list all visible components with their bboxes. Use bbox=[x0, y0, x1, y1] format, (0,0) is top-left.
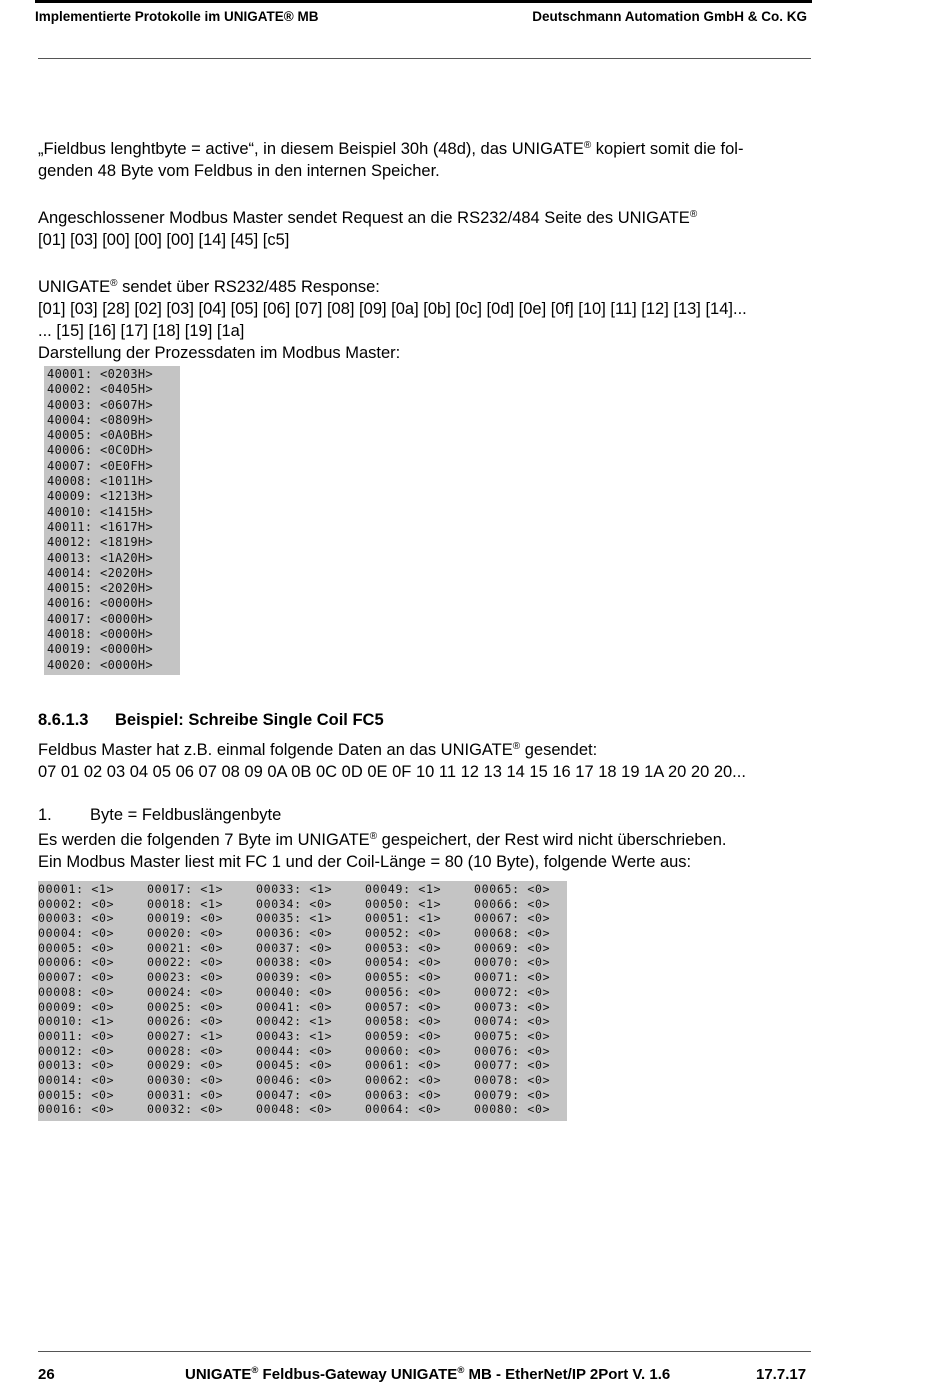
coil-cell: 00018: <1> bbox=[147, 896, 224, 911]
response-bytes-1: [01] [03] [28] [02] [03] [04] [05] [06] [07] [08] [09] [0a] [0b] [0c] [0d] [0e] [0f] [10] [11] [12] [13] [14]... bbox=[38, 300, 747, 318]
coil-cell: 00005: <0> bbox=[38, 940, 115, 955]
coil-cell: 00007: <0> bbox=[38, 970, 115, 985]
process-data-caption: Darstellung der Prozessdaten im Modbus Master: bbox=[38, 344, 401, 362]
coil-cell: 00049: <1> bbox=[365, 882, 442, 896]
register-line: 40019: <0000H> bbox=[47, 642, 154, 657]
coil-row bbox=[38, 985, 567, 1000]
coil-cell: 00048: <0> bbox=[256, 1102, 333, 1117]
coil-cell: 00047: <0> bbox=[256, 1087, 333, 1102]
register-screenshot bbox=[44, 366, 180, 675]
register-line: 40007: <0E0FH> bbox=[47, 458, 154, 473]
coil-cell: 00063: <0> bbox=[365, 1087, 442, 1102]
intro-text-line2: genden 48 Byte vom Feldbus in den internen Speicher. bbox=[38, 162, 440, 180]
header-left-text: Implementierte Protokolle im UNIGATE® MB bbox=[35, 9, 319, 24]
registered-mark: ® bbox=[583, 140, 592, 151]
feldbus-text-cont: gesendet: bbox=[520, 741, 598, 759]
coil-row bbox=[38, 1058, 567, 1073]
coil-cell: 00056: <0> bbox=[365, 984, 442, 999]
register-line: 40014: <2020H> bbox=[47, 565, 154, 580]
register-line: 40012: <1819H> bbox=[47, 535, 154, 550]
coil-cell: 00043: <1> bbox=[256, 1028, 333, 1043]
coil-cell: 00070: <0> bbox=[474, 955, 551, 970]
coil-cell: 00017: <1> bbox=[147, 882, 224, 896]
feldbus-bytes: 07 01 02 03 04 05 06 07 08 09 0A 0B 0C 0D 0E 0F 10 11 12 13 14 15 16 17 18 19 1A 20 20 20... bbox=[38, 763, 746, 781]
coil-cell: 00068: <0> bbox=[474, 926, 551, 941]
footer-title bbox=[185, 1365, 670, 1385]
coil-cell: 00034: <0> bbox=[256, 896, 333, 911]
coil-cell: 00010: <1> bbox=[38, 1014, 115, 1029]
coil-cell: 00046: <0> bbox=[256, 1072, 333, 1087]
footer-title-part: MB - EtherNet/IP 2Port V. 1.6 bbox=[464, 1366, 671, 1383]
section-title: Beispiel: Schreibe Single Coil FC5 bbox=[115, 711, 384, 729]
register-line: 40016: <0000H> bbox=[47, 596, 154, 611]
coil-cell: 00028: <0> bbox=[147, 1043, 224, 1058]
section-heading bbox=[38, 709, 384, 731]
coil-cell: 00061: <0> bbox=[365, 1058, 442, 1073]
coil-cell: 00031: <0> bbox=[147, 1087, 224, 1102]
coil-cell: 00040: <0> bbox=[256, 984, 333, 999]
register-line: 40018: <0000H> bbox=[47, 627, 154, 642]
register-line: 40001: <0203H> bbox=[47, 367, 154, 381]
coil-cell: 00065: <0> bbox=[474, 882, 551, 896]
coil-cell: 00011: <0> bbox=[38, 1028, 115, 1043]
intro-text-cont: kopiert somit die fol- bbox=[591, 140, 744, 158]
coil-row bbox=[38, 897, 567, 912]
register-line: 40015: <2020H> bbox=[47, 581, 154, 596]
coil-cell: 00080: <0> bbox=[474, 1102, 551, 1117]
stored-text: Es werden die folgenden 7 Byte im UNIGATE bbox=[38, 831, 370, 849]
coil-row bbox=[38, 1014, 567, 1029]
coil-cell: 00069: <0> bbox=[474, 940, 551, 955]
coil-cell: 00064: <0> bbox=[365, 1102, 442, 1117]
coil-cell: 00067: <0> bbox=[474, 911, 551, 926]
feldbus-paragraph bbox=[38, 739, 813, 783]
register-line: 40020: <0000H> bbox=[47, 657, 154, 672]
registered-mark: ® bbox=[512, 741, 521, 752]
coil-cell: 00006: <0> bbox=[38, 955, 115, 970]
intro-paragraph bbox=[38, 138, 813, 182]
stored-paragraph bbox=[38, 829, 813, 873]
coil-cell: 00079: <0> bbox=[474, 1087, 551, 1102]
register-line: 40017: <0000H> bbox=[47, 611, 154, 626]
header-rule bbox=[38, 58, 811, 59]
request-text: Angeschlossener Modbus Master sendet Request an die RS232/484 Seite des UNIGATE bbox=[38, 209, 690, 227]
coil-read-text: Ein Modbus Master liest mit FC 1 und der Coil-Länge = 80 (10 Byte), folgende Werte aus: bbox=[38, 853, 692, 871]
registered-mark: ® bbox=[251, 1365, 259, 1376]
coil-row bbox=[38, 882, 567, 897]
coil-cell: 00045: <0> bbox=[256, 1058, 333, 1073]
register-line: 40004: <0809H> bbox=[47, 412, 154, 427]
registered-mark: ® bbox=[689, 209, 698, 220]
coil-row bbox=[38, 970, 567, 985]
registered-mark: ® bbox=[457, 1365, 465, 1376]
coil-cell: 00074: <0> bbox=[474, 1014, 551, 1029]
register-line: 40011: <1617H> bbox=[47, 519, 154, 534]
response-unigate: UNIGATE bbox=[38, 278, 111, 296]
register-line: 40013: <1A20H> bbox=[47, 550, 154, 565]
coil-cell: 00001: <1> bbox=[38, 882, 115, 896]
coil-cell: 00053: <0> bbox=[365, 940, 442, 955]
registered-mark: ® bbox=[369, 831, 378, 842]
coil-cell: 00055: <0> bbox=[365, 970, 442, 985]
footer-title-part: Feldbus-Gateway UNIGATE bbox=[258, 1366, 458, 1383]
register-line: 40008: <1011H> bbox=[47, 474, 154, 489]
coil-cell: 00072: <0> bbox=[474, 984, 551, 999]
coil-cell: 00004: <0> bbox=[38, 926, 115, 941]
request-bytes: [01] [03] [00] [00] [00] [14] [45] [c5] bbox=[38, 231, 290, 249]
coil-cell: 00032: <0> bbox=[147, 1102, 224, 1117]
coil-cell: 00050: <1> bbox=[365, 896, 442, 911]
section-number: 8.6.1.3 bbox=[38, 711, 89, 729]
response-text: sendet über RS232/485 Response: bbox=[117, 278, 380, 296]
coil-cell: 00002: <0> bbox=[38, 896, 115, 911]
coil-cell: 00051: <1> bbox=[365, 911, 442, 926]
list-number: 1. bbox=[38, 806, 52, 824]
coil-cell: 00035: <1> bbox=[256, 911, 333, 926]
coil-row bbox=[38, 955, 567, 970]
list-text: Byte = Feldbuslängenbyte bbox=[90, 806, 282, 824]
footer-date: 17.7.17 bbox=[756, 1366, 807, 1383]
coil-row bbox=[38, 1000, 567, 1015]
coil-cell: 00033: <1> bbox=[256, 882, 333, 896]
coil-cell: 00008: <0> bbox=[38, 984, 115, 999]
coil-cell: 00058: <0> bbox=[365, 1014, 442, 1029]
coil-cell: 00030: <0> bbox=[147, 1072, 224, 1087]
coil-cell: 00009: <0> bbox=[38, 999, 115, 1014]
register-line: 40010: <1415H> bbox=[47, 504, 154, 519]
footer-title-part: UNIGATE bbox=[185, 1366, 252, 1383]
list-item bbox=[38, 804, 281, 826]
header-right-text: Deutschmann Automation GmbH & Co. KG bbox=[532, 9, 807, 24]
footer-rule bbox=[38, 1351, 811, 1352]
page-number: 26 bbox=[38, 1366, 55, 1383]
coil-cell: 00041: <0> bbox=[256, 999, 333, 1014]
coil-row bbox=[38, 1073, 567, 1088]
coil-cell: 00060: <0> bbox=[365, 1043, 442, 1058]
coil-cell: 00021: <0> bbox=[147, 940, 224, 955]
coil-cell: 00054: <0> bbox=[365, 955, 442, 970]
coil-row bbox=[38, 1044, 567, 1059]
coil-cell: 00015: <0> bbox=[38, 1087, 115, 1102]
coil-cell: 00075: <0> bbox=[474, 1028, 551, 1043]
coil-cell: 00077: <0> bbox=[474, 1058, 551, 1073]
coil-cell: 00076: <0> bbox=[474, 1043, 551, 1058]
coil-row bbox=[38, 1088, 567, 1103]
register-line: 40006: <0C0DH> bbox=[47, 443, 154, 458]
response-paragraph bbox=[38, 276, 813, 364]
header-top-rule bbox=[35, 0, 812, 3]
coil-cell: 00029: <0> bbox=[147, 1058, 224, 1073]
coil-cell: 00059: <0> bbox=[365, 1028, 442, 1043]
request-paragraph bbox=[38, 207, 813, 251]
feldbus-text: Feldbus Master hat z.B. einmal folgende Daten an das UNIGATE bbox=[38, 741, 513, 759]
coil-row bbox=[38, 911, 567, 926]
coil-cell: 00013: <0> bbox=[38, 1058, 115, 1073]
coil-cell: 00036: <0> bbox=[256, 926, 333, 941]
coil-cell: 00078: <0> bbox=[474, 1072, 551, 1087]
coil-cell: 00066: <0> bbox=[474, 896, 551, 911]
register-line: 40003: <0607H> bbox=[47, 397, 154, 412]
coil-cell: 00027: <1> bbox=[147, 1028, 224, 1043]
coil-cell: 00062: <0> bbox=[365, 1072, 442, 1087]
coil-cell: 00025: <0> bbox=[147, 999, 224, 1014]
response-bytes-2: ... [15] [16] [17] [18] [19] [1a] bbox=[38, 322, 245, 340]
coil-cell: 00012: <0> bbox=[38, 1043, 115, 1058]
coil-cell: 00016: <0> bbox=[38, 1102, 115, 1117]
coil-row bbox=[38, 1029, 567, 1044]
coil-cell: 00052: <0> bbox=[365, 926, 442, 941]
coil-cell: 00042: <1> bbox=[256, 1014, 333, 1029]
stored-text-cont: gespeichert, der Rest wird nicht überschrieben. bbox=[377, 831, 727, 849]
coil-row bbox=[38, 1102, 567, 1117]
coil-cell: 00039: <0> bbox=[256, 970, 333, 985]
coil-row bbox=[38, 941, 567, 956]
register-line: 40009: <1213H> bbox=[47, 489, 154, 504]
coil-cell: 00024: <0> bbox=[147, 984, 224, 999]
coil-cell: 00073: <0> bbox=[474, 999, 551, 1014]
coil-screenshot bbox=[38, 881, 567, 1121]
coil-cell: 00071: <0> bbox=[474, 970, 551, 985]
coil-cell: 00022: <0> bbox=[147, 955, 224, 970]
coil-cell: 00026: <0> bbox=[147, 1014, 224, 1029]
coil-cell: 00057: <0> bbox=[365, 999, 442, 1014]
registered-mark: ® bbox=[110, 278, 118, 289]
coil-cell: 00023: <0> bbox=[147, 970, 224, 985]
intro-text: „Fieldbus lenghtbyte = active“, in diesem Beispiel 30h (48d), das UNIGATE bbox=[38, 140, 584, 158]
coil-cell: 00014: <0> bbox=[38, 1072, 115, 1087]
coil-cell: 00038: <0> bbox=[256, 955, 333, 970]
coil-cell: 00003: <0> bbox=[38, 911, 115, 926]
coil-row bbox=[38, 926, 567, 941]
coil-cell: 00037: <0> bbox=[256, 940, 333, 955]
coil-cell: 00019: <0> bbox=[147, 911, 224, 926]
coil-cell: 00044: <0> bbox=[256, 1043, 333, 1058]
register-line: 40002: <0405H> bbox=[47, 382, 154, 397]
register-line: 40005: <0A0BH> bbox=[47, 428, 154, 443]
coil-cell: 00020: <0> bbox=[147, 926, 224, 941]
